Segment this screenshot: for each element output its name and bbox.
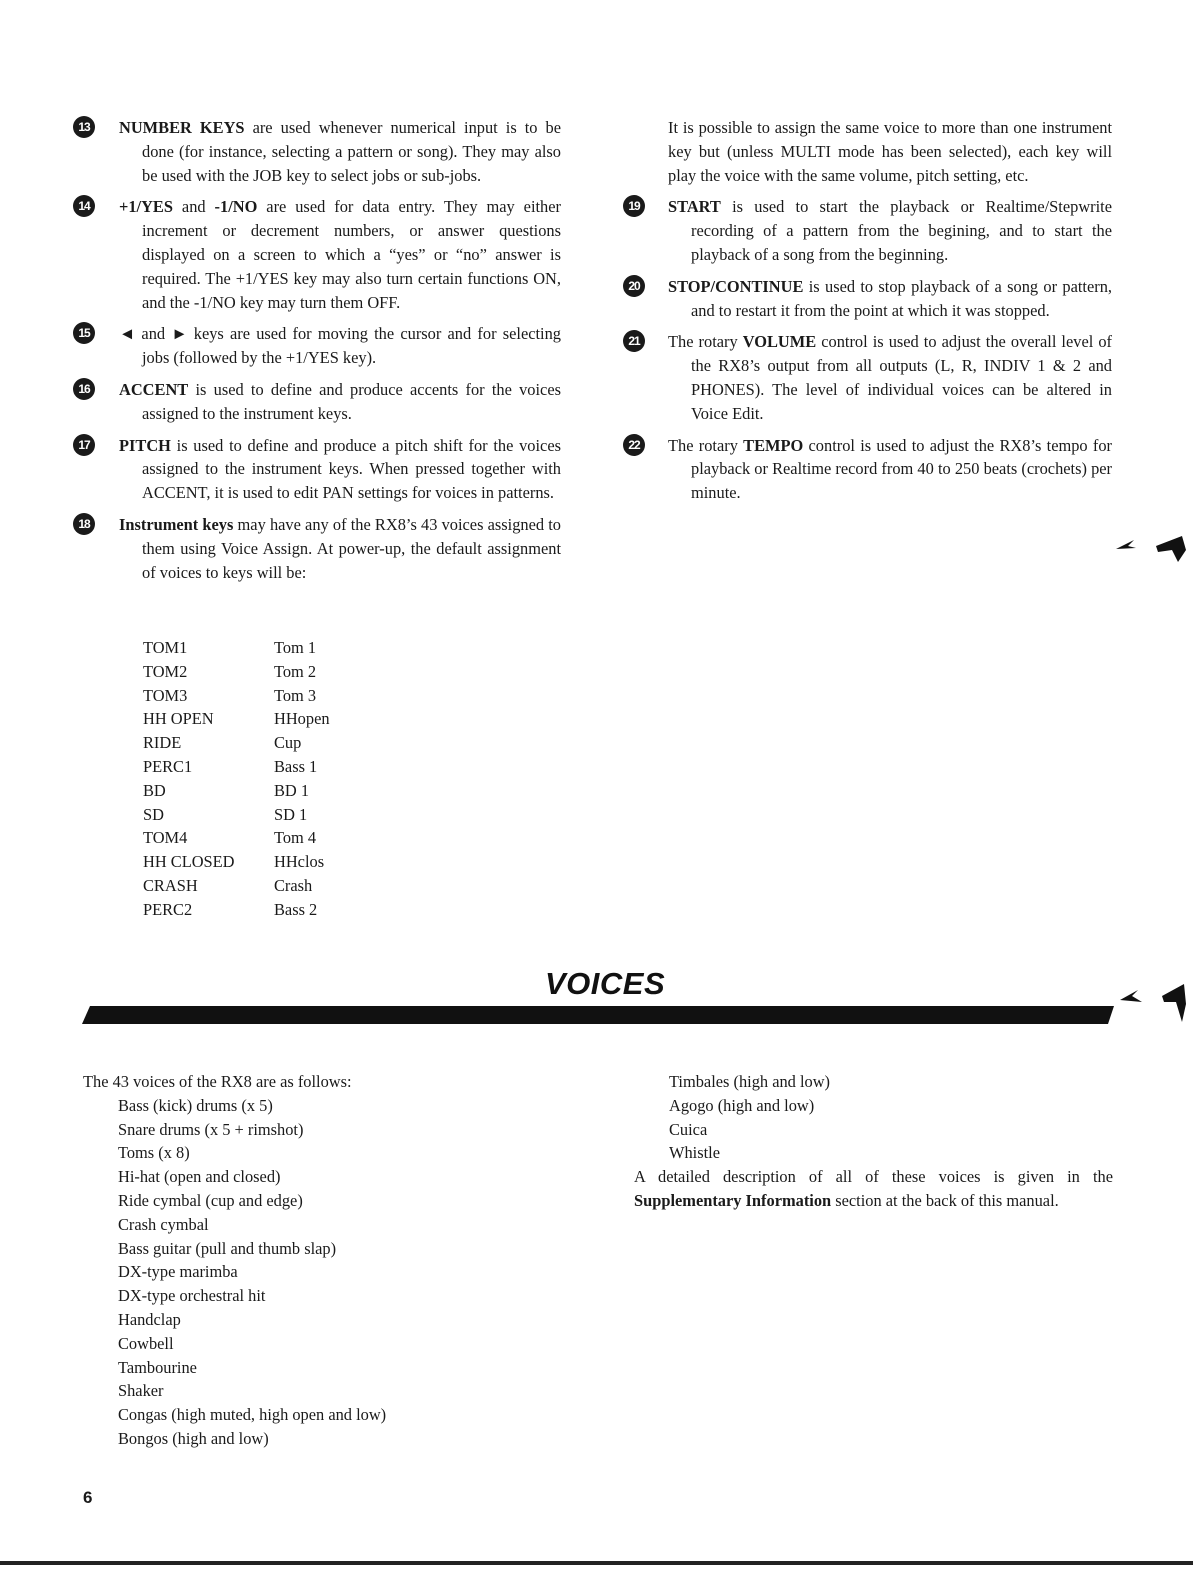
item-connector: and <box>172 197 215 217</box>
item-title: VOLUME <box>742 332 817 352</box>
key-cell: BD <box>143 780 166 800</box>
key-cell: RIDE <box>143 733 182 753</box>
key-cell: HH CLOSED <box>143 852 235 872</box>
table-row <box>143 755 330 779</box>
item-number-badge: 19 <box>623 195 645 217</box>
item-stop-continue <box>628 275 1112 323</box>
item-title: STOP/CONTINUE <box>668 276 804 296</box>
key-cell: TOM1 <box>143 638 188 657</box>
item-number-badge: 13 <box>73 116 95 138</box>
list-item: Bass (kick) drums (x 5) <box>118 1095 273 1115</box>
item-number-badge: 15 <box>73 322 95 344</box>
page-number: 6 <box>83 1488 93 1507</box>
table-row <box>143 731 330 755</box>
table-row <box>143 874 330 898</box>
scan-edge-mark <box>1112 532 1187 564</box>
voice-cell: Tom 1 <box>274 638 317 657</box>
item-title: +1/YES <box>119 197 173 217</box>
list-item: Ride cymbal (cup and edge) <box>118 1190 303 1210</box>
scan-edge-mark <box>1116 982 1188 1024</box>
key-assignment-table <box>143 636 330 922</box>
item-number-badge: 22 <box>623 434 645 456</box>
table-row <box>143 850 330 874</box>
item-instrument-keys <box>78 513 561 584</box>
item-number-badge: 16 <box>73 378 95 400</box>
list-item: Toms (x 8) <box>118 1143 190 1163</box>
item-yes-no <box>78 195 561 314</box>
key-cell: HH OPEN <box>143 709 214 729</box>
key-cell: TOM2 <box>143 661 188 681</box>
item-text: are used for data entry. They may either increment or decrement numbers, or answer questions displayed on a screen to which a “yes” or “no” answer is required. The +1/YES key may also turn certain functions ON, and the -1/NO key may turn them OFF. <box>142 197 561 312</box>
list-item: Cuica <box>669 1119 708 1139</box>
list-item: Snare drums (x 5 + rimshot) <box>118 1119 304 1139</box>
key-cell: CRASH <box>143 875 198 895</box>
item-text: is used to define and produce a pitch shift for the voices assigned to the instrument keys. When pressed together with ACCENT, it is used to edit PAN settings for voices in patterns. <box>142 435 561 503</box>
voices-note-text-end: section at the back of this manual. <box>831 1190 1059 1210</box>
voices-intro: The 43 voices of the RX8 are as follows: <box>83 1072 352 1091</box>
voices-list-left <box>83 1070 386 1451</box>
voice-cell: Crash <box>274 875 313 895</box>
key-cell: TOM4 <box>143 828 188 848</box>
voice-cell: HHopen <box>274 709 330 729</box>
item-number-keys <box>78 116 562 187</box>
table-row <box>143 779 330 803</box>
item-text: are used whenever numerical input is to be done (for instance, selecting a pattern or song). They may also be used with the JOB key to select jobs or sub-jobs. <box>142 118 562 185</box>
item-text: ◄ and ► keys are used for moving the cursor and for selecting jobs (followed by the +1/YES key). <box>119 324 561 368</box>
item-title-2: -1/NO <box>214 197 258 217</box>
item-tempo <box>628 434 1112 505</box>
table-row <box>143 636 330 660</box>
right-column <box>628 116 1112 513</box>
key-cell: PERC1 <box>143 756 193 776</box>
voices-note-link-text: Supplementary Information <box>634 1190 832 1210</box>
list-item: Bass guitar (pull and thumb slap) <box>118 1238 337 1258</box>
voices-note-text: A detailed description of all of these voices is given in the <box>634 1167 1113 1187</box>
voice-cell: Bass 1 <box>274 756 318 776</box>
item-volume <box>628 330 1112 425</box>
list-item: DX-type marimba <box>118 1262 238 1282</box>
voice-cell: BD 1 <box>274 780 310 800</box>
section-rule <box>82 1006 1114 1024</box>
item-pitch <box>78 434 561 505</box>
voice-cell: SD 1 <box>274 804 308 824</box>
item-title: START <box>668 197 721 217</box>
list-item: Crash cymbal <box>118 1214 209 1234</box>
item-cursor-keys <box>78 322 561 370</box>
table-row <box>143 660 330 684</box>
table-row <box>143 684 330 708</box>
voice-cell: Bass 2 <box>274 899 318 919</box>
item-accent <box>78 378 561 426</box>
item-title: Instrument keys <box>119 514 234 534</box>
list-item: Cowbell <box>118 1333 174 1353</box>
item-text: control is used to adjust the overall level of the RX8’s output from all outputs (L, R, INDIV 1 & 2 and PHONES). The level of individual voices can be altered in Voice Edit. <box>691 332 1112 423</box>
item-text: may have any of the RX8’s 43 voices assigned to them using Voice Assign. At power-up, the default assignment of voices to keys will be: <box>142 514 561 582</box>
item-start <box>628 195 1112 266</box>
item-number-badge: 17 <box>73 434 95 456</box>
item-prefix: The rotary <box>668 435 744 455</box>
list-item: Shaker <box>118 1381 164 1401</box>
table-row <box>143 803 330 827</box>
item-title: TEMPO <box>743 435 804 455</box>
voice-cell: HHclos <box>274 852 325 872</box>
list-item: Timbales (high and low) <box>669 1072 831 1091</box>
list-item: Bongos (high and low) <box>118 1428 269 1448</box>
list-item: Tambourine <box>118 1357 197 1377</box>
list-item: Hi-hat (open and closed) <box>118 1167 281 1187</box>
list-item: Whistle <box>669 1143 720 1163</box>
item-number-badge: 21 <box>623 330 645 352</box>
left-column <box>78 116 562 592</box>
voices-list-right <box>634 1070 1113 1213</box>
table-row <box>143 707 330 731</box>
item-title: PITCH <box>119 435 171 455</box>
item-title: NUMBER KEYS <box>119 118 245 137</box>
item-text: is used to stop playback of a song or pattern, and to restart it from the point at which it was stopped. <box>691 276 1112 320</box>
key-cell: TOM3 <box>143 685 188 705</box>
item-prefix: The rotary <box>668 332 743 352</box>
item-number-badge: 18 <box>73 513 95 535</box>
voice-cell: Cup <box>274 733 302 753</box>
item-text: is used to start the playback or Realtime/Stepwrite recording of a pattern from the begining, and to start the playback of a song from the beginning. <box>691 197 1112 264</box>
voices-note <box>634 1165 1113 1213</box>
table-row <box>143 826 330 850</box>
list-item: Congas (high muted, high open and low) <box>118 1405 387 1425</box>
item-number-badge: 20 <box>623 275 645 297</box>
voice-cell: Tom 4 <box>274 828 317 848</box>
item-title: ACCENT <box>119 379 189 399</box>
list-item: Handclap <box>118 1309 181 1329</box>
bottom-edge-line <box>0 1561 1193 1565</box>
key-cell: SD <box>143 804 164 824</box>
item-text: control is used to adjust the RX8’s tempo for playback or Realtime record from 40 to 250 beats (crochets) per minute. <box>691 435 1112 503</box>
list-item: Agogo (high and low) <box>669 1095 815 1115</box>
table-row <box>143 898 330 922</box>
voice-cell: Tom 3 <box>274 685 317 705</box>
item-number-badge: 14 <box>73 195 95 217</box>
right-intro-paragraph: It is possible to assign the same voice to more than one instrument key but (unless MULTI mode has been selected), each key will play the voice with the same volume, pitch setting, etc. <box>668 118 1112 185</box>
voice-cell: Tom 2 <box>274 661 317 681</box>
key-cell: PERC2 <box>143 899 193 919</box>
item-text: is used to define and produce accents for the voices assigned to the instrument keys. <box>142 379 561 423</box>
section-heading: VOICES <box>545 966 666 1001</box>
list-item: DX-type orchestral hit <box>118 1286 266 1306</box>
